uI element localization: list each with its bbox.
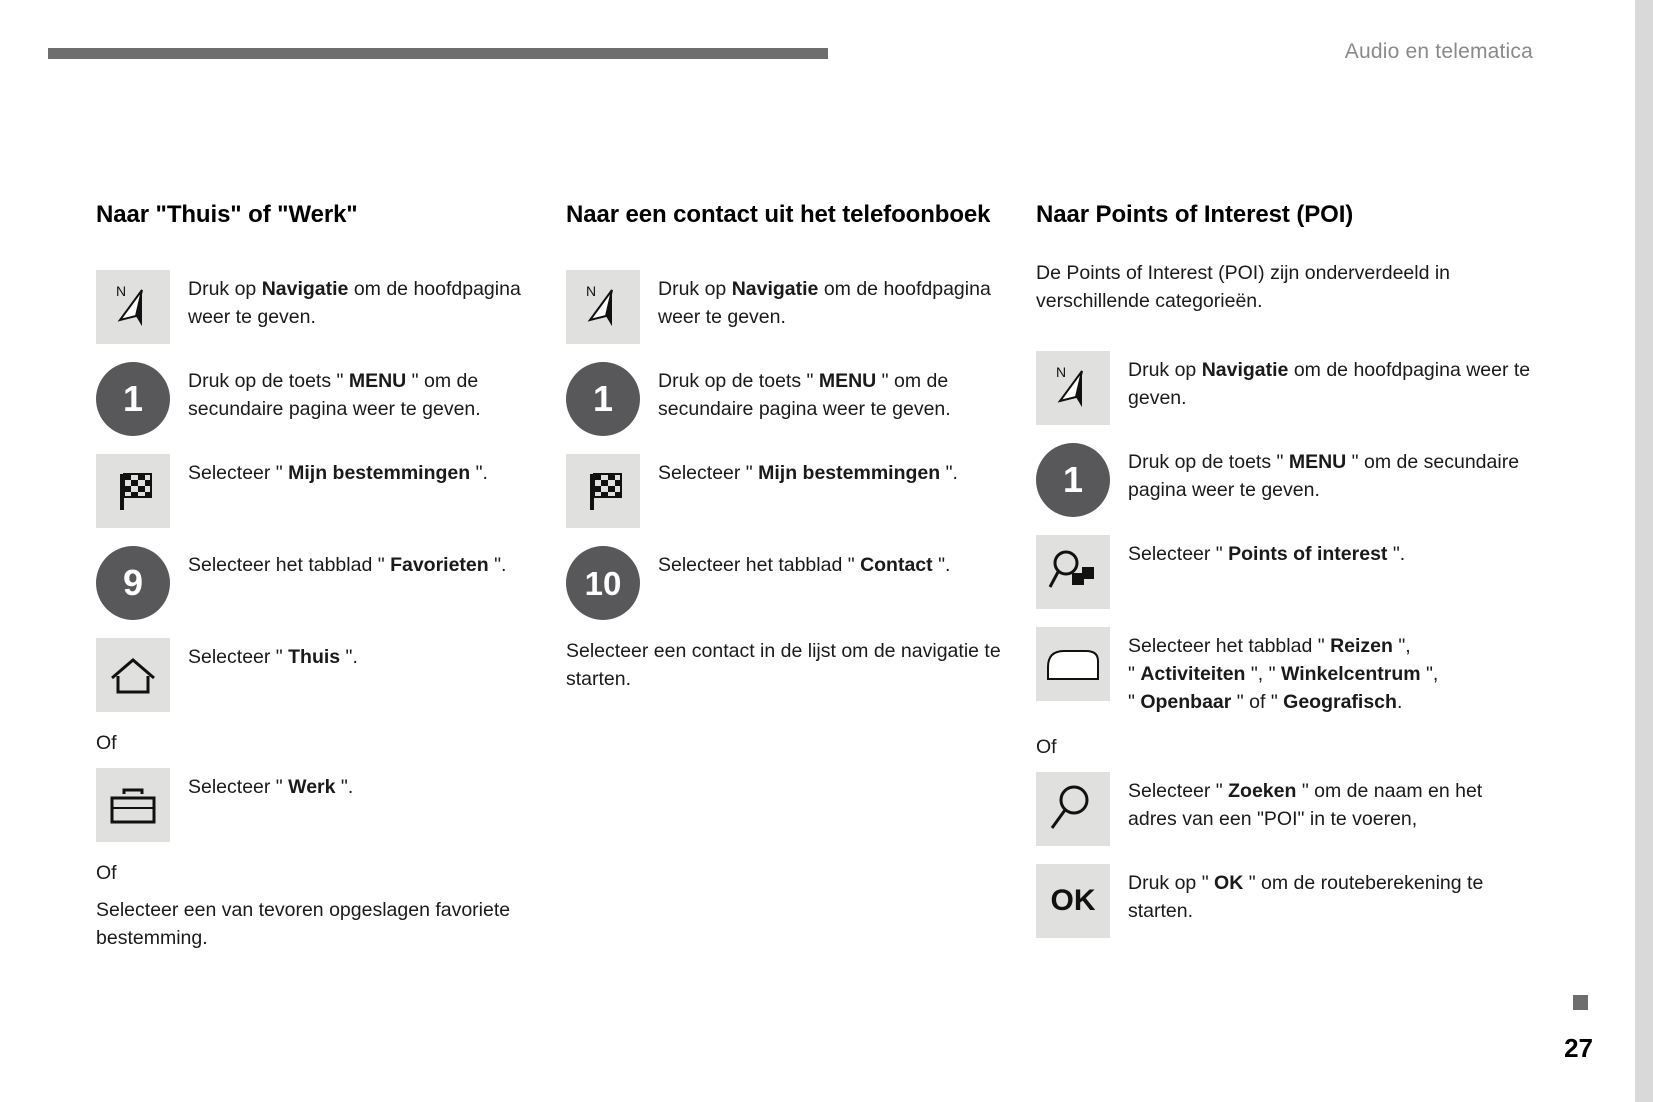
step-text: Selecteer " Mijn bestemmingen ".: [658, 462, 958, 484]
step-text: Selecteer het tabblad " Favorieten ".: [188, 554, 507, 576]
step-item: [96, 546, 546, 620]
page-header-title: Audio en telematica: [1344, 40, 1533, 63]
column-2-title: Naar een contact uit het telefoonboek: [566, 201, 991, 228]
step-number: 1: [566, 362, 640, 436]
step-text: Selecteer " Werk ".: [188, 775, 354, 798]
navigation-arrow-icon: [1036, 351, 1110, 425]
step-text: Druk op de toets " MENU " om de secundaire pagina weer te geven.: [658, 370, 951, 420]
checkered-flag-icon: [566, 454, 640, 528]
ok-button-icon: [1036, 864, 1110, 938]
step-text: Selecteer " Thuis ".: [188, 646, 358, 668]
step-text: Selecteer het tabblad " Contact ".: [658, 554, 951, 576]
step-text: Druk op de toets " MENU " om de secundaire pagina weer te geven.: [188, 370, 481, 420]
step-text: Druk op Navigatie om de hoofdpagina weer te geven.: [658, 278, 991, 328]
step-item: [1036, 864, 1536, 938]
step-item: [96, 768, 546, 842]
step-number: 10: [566, 546, 640, 620]
column-1-closing-text: Selecteer een van tevoren opgeslagen favoriete bestemming.: [96, 899, 511, 950]
svg-text:N: N: [1056, 364, 1067, 381]
step-item: [1036, 772, 1536, 846]
checkered-flag-icon: [96, 454, 170, 528]
map-tab-icon: [1036, 627, 1110, 701]
step-text: Selecteer " Zoeken " om de naam en het adres van een "POI" in te voeren,: [1128, 780, 1483, 830]
navigation-arrow-icon: [566, 270, 640, 344]
briefcase-icon: [96, 768, 170, 842]
number-10-icon: [566, 546, 640, 620]
step-text: Druk op " OK " om de routeberekening te starten.: [1128, 872, 1484, 922]
step-item: [566, 362, 1016, 436]
or-label-2: Of: [96, 861, 117, 884]
step-text: Selecteer " Mijn bestemmingen ".: [188, 462, 488, 484]
step-item: [96, 270, 546, 344]
step-item: [566, 546, 1016, 620]
column-3-intro: De Points of Interest (POI) zijn onderverdeeld in verschillende categorieën.: [1036, 262, 1451, 312]
step-number: 9: [96, 546, 170, 620]
or-label-3: Of: [1036, 736, 1057, 759]
home-icon: [96, 638, 170, 712]
or-label-1: Of: [96, 732, 117, 754]
step-number: 1: [96, 362, 170, 436]
column-1-title: Naar "Thuis" of "Werk": [96, 201, 358, 228]
column-thuis-werk: [96, 200, 566, 956]
step-item: [1036, 443, 1536, 517]
step-number: 1: [1036, 443, 1110, 517]
step-text: Selecteer het tabblad " Reizen ", " Activiteiten ", " Winkelcentrum ", " Openbaar " of " Geografisch.: [1128, 635, 1439, 713]
magnifier-icon: [1036, 772, 1110, 846]
ok-label: OK: [1050, 884, 1096, 918]
number-1-icon: [1036, 443, 1110, 517]
step-item: [96, 638, 546, 712]
step-text: Druk op de toets " MENU " om de secundaire pagina weer te geven.: [1128, 451, 1520, 502]
number-9-icon: [96, 546, 170, 620]
step-item: [1036, 535, 1536, 609]
step-item: [566, 270, 1016, 344]
column-3-title: Naar Points of Interest (POI): [1036, 201, 1354, 228]
step-item: [96, 454, 546, 528]
header-rule: [48, 48, 828, 59]
step-text: Druk op Navigatie om de hoofdpagina weer te geven.: [1128, 359, 1531, 410]
number-1-icon: [566, 362, 640, 436]
poi-search-icon: [1036, 535, 1110, 609]
step-item: [96, 362, 546, 436]
step-item: [566, 454, 1016, 528]
footer-marker-icon: [1573, 995, 1588, 1010]
number-1-icon: [96, 362, 170, 436]
svg-text:N: N: [116, 283, 127, 299]
page-number: 27: [1564, 1033, 1593, 1063]
step-text: Selecteer " Points of interest ".: [1128, 543, 1406, 566]
navigation-arrow-icon: [96, 270, 170, 344]
step-text: Druk op Navigatie om de hoofdpagina weer te geven.: [188, 278, 521, 328]
column-poi: [1036, 200, 1536, 956]
svg-text:N: N: [586, 283, 597, 299]
column-telefoonboek: [566, 200, 1036, 956]
step-item: [1036, 351, 1536, 425]
column-2-closing-text: Selecteer een contact in de lijst om de navigatie te starten.: [566, 640, 1001, 690]
content-columns: [0, 200, 1653, 956]
step-item: [1036, 627, 1536, 716]
